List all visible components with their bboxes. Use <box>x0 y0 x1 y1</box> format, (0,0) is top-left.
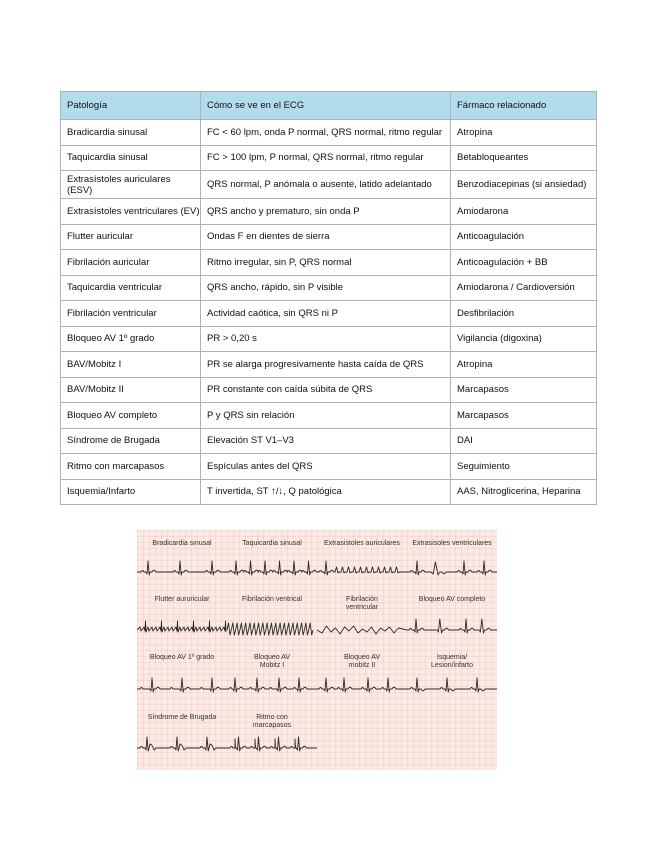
cell-pathology: Taquicardia sinusal <box>61 145 201 171</box>
table-header-row <box>61 92 597 120</box>
ecg-trace <box>137 616 227 640</box>
ecg-strip <box>137 710 227 770</box>
cell-drug: AAS, Nitroglicerina, Heparina <box>451 479 597 505</box>
header-ecg-appearance: Cómo se ve en el ECG <box>201 92 451 120</box>
cell-pathology: Extrasístoles ventriculares (EV) <box>61 199 201 225</box>
table-row <box>61 301 597 327</box>
cell-ecg: T invertida, ST ↑/↓, Q patológica <box>201 479 451 505</box>
ecg-strip <box>407 530 497 590</box>
table-row <box>61 275 597 301</box>
strip-label: Síndrome de Brugada <box>147 714 217 721</box>
ecg-trace <box>227 616 317 640</box>
cell-pathology: BAV/Mobitz II <box>61 377 201 403</box>
strip-label: Ritmo con marcapasos <box>252 714 292 729</box>
strip-label: Bloqueo AV 1º grado <box>149 654 215 661</box>
cell-pathology: Taquicardia ventricular <box>61 275 201 301</box>
strip-label: Isquemia/ Lesion/infarto <box>430 654 474 669</box>
cell-drug: Atropina <box>451 120 597 146</box>
ecg-trace-line <box>227 678 317 692</box>
cell-pathology: Ritmo con marcapasos <box>61 454 201 480</box>
cell-pathology: Flutter auricular <box>61 224 201 250</box>
ecg-trace <box>227 558 317 582</box>
cell-drug: Marcapasos <box>451 377 597 403</box>
cell-drug: Anticoagulación + BB <box>451 250 597 276</box>
table-row <box>61 428 597 454</box>
table-row <box>61 145 597 171</box>
ecg-trace-line <box>137 621 226 632</box>
cell-pathology: Bradicardia sinusal <box>61 120 201 146</box>
ecg-trace <box>407 616 497 640</box>
cell-drug: Amiodarona / Cardioversión <box>451 275 597 301</box>
cell-ecg: Elevación ST V1–V3 <box>201 428 451 454</box>
cell-drug: Seguimiento <box>451 454 597 480</box>
cell-ecg: FC < 60 lpm, onda P normal, QRS normal, ritmo regular <box>201 120 451 146</box>
table-row <box>61 479 597 505</box>
cell-drug: DAI <box>451 428 597 454</box>
ecg-trace <box>317 558 407 582</box>
ecg-trace <box>317 675 407 699</box>
cell-pathology: BAV/Mobitz I <box>61 352 201 378</box>
cell-ecg: FC > 100 lpm, P normal, QRS normal, ritmo regular <box>201 145 451 171</box>
ecg-strip <box>137 650 227 710</box>
cell-drug: Desfibrilación <box>451 301 597 327</box>
strip-label: Extrasisoles ventriculares <box>412 540 492 547</box>
ecg-strip <box>317 530 407 590</box>
table-row <box>61 199 597 225</box>
ecg-trace <box>407 558 497 582</box>
cell-ecg: PR > 0,20 s <box>201 326 451 352</box>
strip-label: Bloqueo AV Mobitz I <box>253 654 291 669</box>
ecg-strip <box>407 650 497 710</box>
strip-label: Taquicardia sinusal <box>242 540 302 547</box>
table-row <box>61 171 597 199</box>
table-row <box>61 352 597 378</box>
strip-label: Fibrilación ventricular <box>345 596 379 611</box>
ecg-strip <box>317 650 407 710</box>
ecg-trace-line <box>227 737 317 751</box>
cell-ecg: QRS ancho y prematuro, sin onda P <box>201 199 451 225</box>
header-pathology: Patología <box>61 92 201 120</box>
ecg-trace <box>227 734 317 758</box>
table-row <box>61 377 597 403</box>
table-row <box>61 326 597 352</box>
ecg-strip <box>227 650 317 710</box>
ecg-strip <box>227 590 317 650</box>
strip-label: Bloqueo AV completo <box>418 596 486 603</box>
cell-drug: Vigilancia (digoxina) <box>451 326 597 352</box>
ecg-trace <box>407 675 497 699</box>
cell-ecg: Ondas F en dientes de sierra <box>201 224 451 250</box>
ecg-trace-line <box>407 619 497 633</box>
ecg-strip <box>317 590 407 650</box>
ecg-trace <box>137 558 227 582</box>
strip-label: Flutter aururicular <box>154 596 210 603</box>
cell-pathology: Extrasístoles auriculares (ESV) <box>61 171 201 199</box>
table-row <box>61 454 597 480</box>
ecg-trace-line <box>317 678 407 692</box>
ecg-strip <box>227 530 317 590</box>
ecg-trace-line <box>227 623 313 635</box>
cell-pathology: Fibrilación auricular <box>61 250 201 276</box>
ecg-strip <box>137 590 227 650</box>
cell-ecg: Espículas antes del QRS <box>201 454 451 480</box>
cell-drug: Amiodarona <box>451 199 597 225</box>
ecg-trace <box>137 734 227 758</box>
cell-drug: Marcapasos <box>451 403 597 429</box>
ecg-pathology-table <box>60 91 597 505</box>
cell-drug: Atropina <box>451 352 597 378</box>
ecg-strips-figure <box>137 530 497 770</box>
ecg-strip <box>137 530 227 590</box>
table-row <box>61 250 597 276</box>
table-row <box>61 120 597 146</box>
strip-label: Bradicardia sinusal <box>152 540 212 547</box>
ecg-trace-line <box>407 678 497 692</box>
ecg-strip <box>407 590 497 650</box>
cell-pathology: Fibrilación ventricular <box>61 301 201 327</box>
cell-drug: Betabloqueantes <box>451 145 597 171</box>
strip-label: Fibrilación ventrical <box>242 596 302 603</box>
cell-drug: Benzodiacepinas (si ansiedad) <box>451 171 597 199</box>
strip-label: Bloqueo AV mobitz II <box>343 654 381 669</box>
header-drug: Fármaco relacionado <box>451 92 597 120</box>
cell-drug: Anticoagulación <box>451 224 597 250</box>
cell-ecg: PR se alarga progresivamente hasta caída de QRS <box>201 352 451 378</box>
cell-pathology: Bloqueo AV completo <box>61 403 201 429</box>
ecg-trace-line <box>137 678 227 692</box>
ecg-trace-line <box>227 561 317 575</box>
ecg-trace-line <box>317 626 407 634</box>
ecg-strip <box>227 710 317 770</box>
strip-label: Extrasistoles auriculares <box>324 540 400 547</box>
cell-ecg: Ritmo irregular, sin P, QRS normal <box>201 250 451 276</box>
ecg-trace <box>317 616 407 640</box>
table-row <box>61 224 597 250</box>
cell-ecg: P y QRS sin relación <box>201 403 451 429</box>
cell-ecg: QRS normal, P anómala o ausente, latido adelantado <box>201 171 451 199</box>
cell-pathology: Bloqueo AV 1º grado <box>61 326 201 352</box>
ecg-trace-line <box>407 561 497 575</box>
ecg-trace-line <box>137 737 227 751</box>
table-row <box>61 403 597 429</box>
ecg-trace-line <box>317 561 407 575</box>
ecg-trace-line <box>137 561 227 575</box>
cell-ecg: Actividad caótica, sin QRS ni P <box>201 301 451 327</box>
ecg-trace <box>137 675 227 699</box>
ecg-trace <box>227 675 317 699</box>
cell-pathology: Síndrome de Brugada <box>61 428 201 454</box>
cell-ecg: PR constante con caída súbita de QRS <box>201 377 451 403</box>
cell-ecg: QRS ancho, rápido, sin P visible <box>201 275 451 301</box>
cell-pathology: Isquemia/Infarto <box>61 479 201 505</box>
